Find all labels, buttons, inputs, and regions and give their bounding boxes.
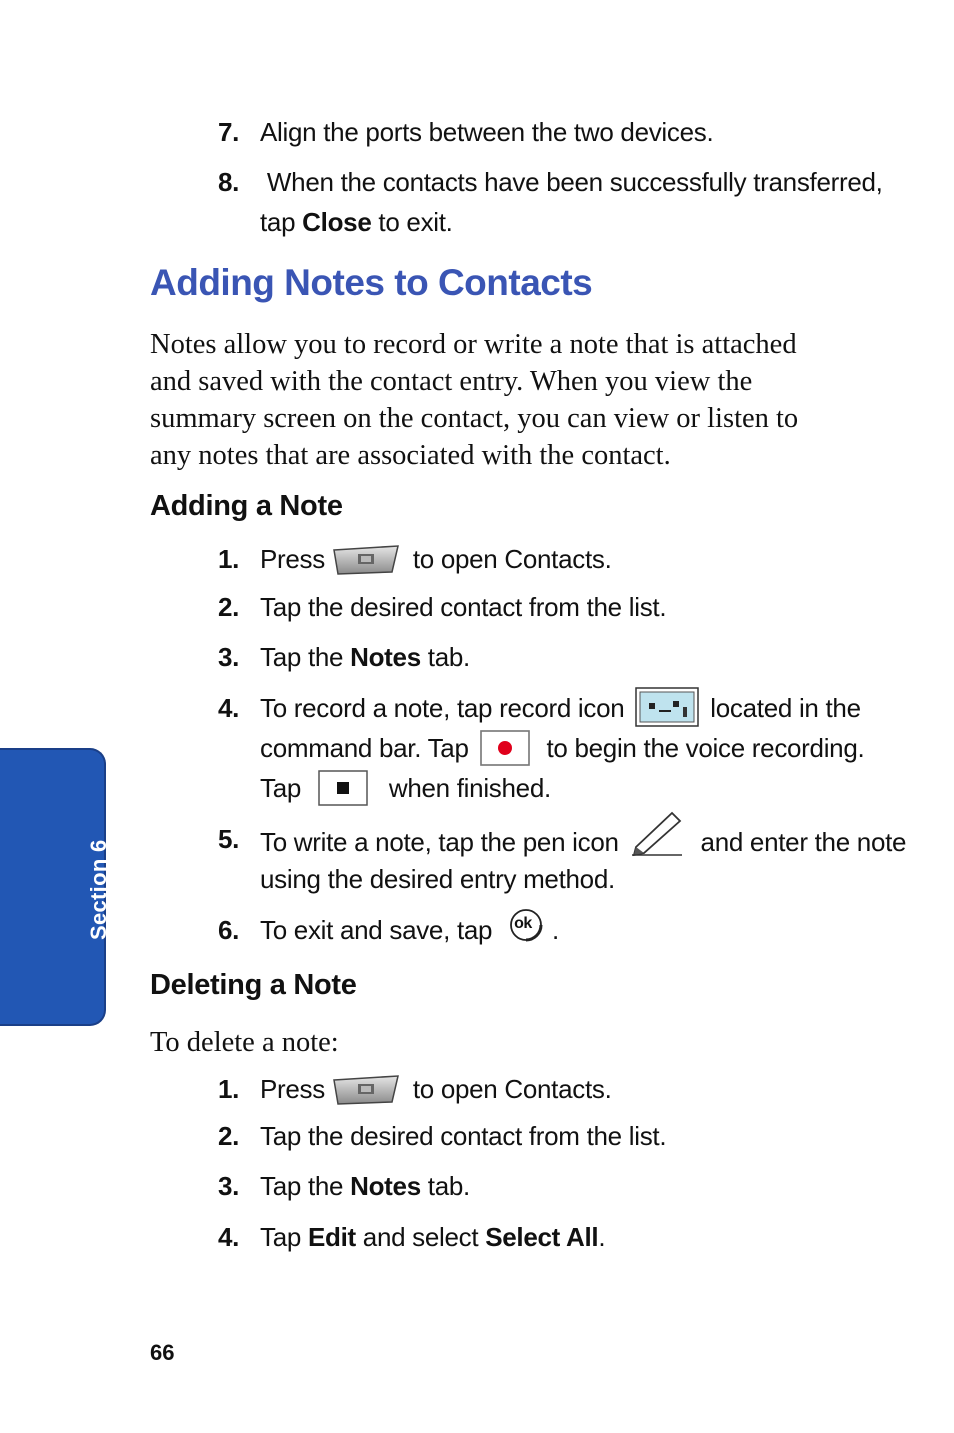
intro-line: and saved with the contact entry. When you view the [150,366,753,397]
step-number: 4. [218,693,240,723]
step-number: 8. [218,167,240,197]
step-number: 2. [218,592,240,622]
notes-tab-label: Notes [350,642,421,672]
ok-button-icon[interactable] [509,908,545,944]
step-number: 1. [218,544,240,574]
intro-paragraph [150,326,910,474]
step-number: 2. [218,1121,240,1151]
intro-line: any notes that are associated with the contact. [150,440,671,471]
intro-line: summary screen on the contact, you can view or listen to [150,403,799,434]
step-text-line2: command bar. Tap to begin the voice recording. [260,728,864,768]
step-text: Tap Edit and select Select All. [260,1222,606,1252]
edit-label: Edit [307,1222,356,1252]
step-text: Press to open Contacts. [260,1069,612,1109]
select-all-label: Select All [485,1222,599,1252]
step-number: 6. [218,915,240,945]
ok-label: ok [514,915,532,933]
step-text: To exit and save, tap ok . [260,910,559,950]
step-text-line2: using the desired entry method. [260,864,615,894]
stop-button-icon[interactable] [318,770,368,806]
contacts-key-icon[interactable] [332,1072,400,1106]
step-text: To write a note, tap the pen icon and enter the note [260,819,906,869]
contacts-key-icon[interactable] [332,542,400,576]
step-text: Press to open Contacts. [260,539,612,579]
step-text: Tap the Notes tab. [260,1171,470,1201]
adding-note-heading: Adding a Note [150,490,343,522]
intro-line: Notes allow you to record or write a note that is attached [150,329,797,360]
delete-intro-text: To delete a note: [150,1027,339,1058]
step-text-line3: Tap when finished. [260,768,551,808]
close-label: Close [302,207,372,237]
page-number: 66 [150,1340,175,1365]
step-text: Align the ports between the two devices. [260,117,714,147]
step-number: 3. [218,1171,240,1201]
section-heading: Adding Notes to Contacts [150,262,593,303]
delete-intro [150,1024,910,1061]
step-text: Tap the desired contact from the list. [260,592,667,622]
notes-tab-label: Notes [350,1171,421,1201]
step-text-line2: tap Close to exit. [260,207,453,237]
step-number: 4. [218,1222,240,1252]
step-text: Tap the Notes tab. [260,642,470,672]
step-number: 7. [218,117,240,147]
record-icon[interactable] [635,687,699,727]
step-text: When the contacts have been successfully transferred, [260,167,883,197]
deleting-note-heading: Deleting a Note [150,969,357,1001]
step-text: Tap the desired contact from the list. [260,1121,667,1151]
step-number: 1. [218,1074,240,1104]
step-number: 5. [218,824,240,854]
step-number: 3. [218,642,240,672]
pen-icon[interactable] [630,807,686,857]
record-button-icon[interactable] [480,730,530,766]
step-text: To record a note, tap record icon located in the [260,688,861,730]
section-tab-label: Section 6 [86,839,111,940]
